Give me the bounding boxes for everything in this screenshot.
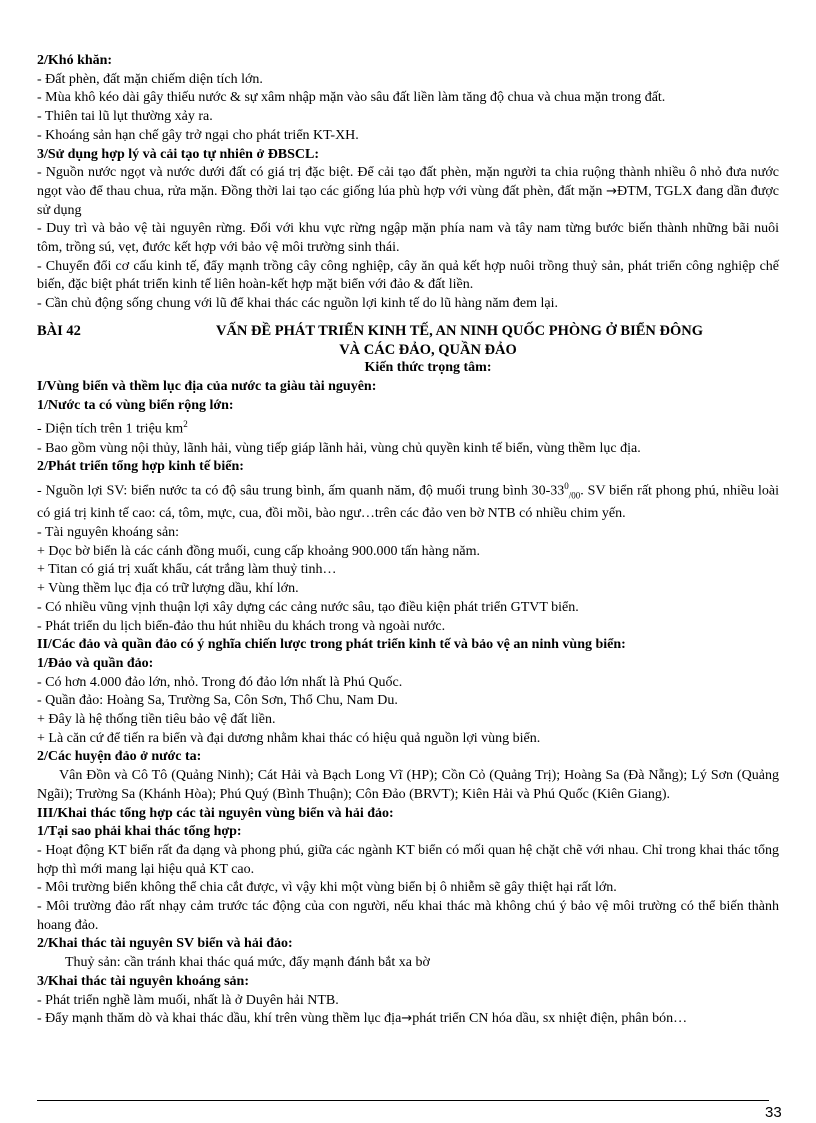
arrow-right-icon: → xyxy=(606,183,617,199)
area-item: - Diện tích trên 1 triệu $km^2$ xyxy=(37,419,188,438)
su-dung-item-4: - Cần chủ động sống chung với lũ để khai thác các nguồn lợi kinh tế do lũ hàng năm đem lại. xyxy=(37,296,559,312)
thuy-san-text: Thuỷ sản: cần tránh khai thác quá mức, đẩy mạnh đánh bắt xa bờ xyxy=(65,955,430,971)
section-2-heading: II/Các đảo và quần đảo có ý nghĩa chiến lược trong phát triển kinh tế và bảo vệ an ninh vùng biển: xyxy=(37,637,626,653)
section-1-item-6: - Phát triển du lịch biển-đảo thu hút nhiều du khách trong và ngoài nước. xyxy=(37,618,446,634)
document-page xyxy=(37,52,779,1029)
section-1-sub-1-item: - Bao gồm vùng nội thủy, lãnh hải, vùng tiếp giáp lãnh hải, vùng chủ quyền kinh tế biển, vùng thềm lục địa. xyxy=(37,440,641,456)
su-dung-item-3: - Chuyển đổi cơ cấu kinh tế, đẩy mạnh trồng cây công nghiệp, cây ăn quả kết hợp nuôi trồng thuỷ sản, phát triển công nghiệp chế biến, đặc biệt phát triển kinh tế liên hoàn-kết hợp mặt biển với đảo & đất liền. xyxy=(37,258,779,293)
lesson-title-line-2: VÀ CÁC ĐẢO, QUẦN ĐẢO xyxy=(339,341,517,358)
section-2-item-3: + Đây là hệ thống tiền tiêu bảo vệ đất liền. xyxy=(37,712,276,728)
kho-khan-item-2: - Mùa khô kéo dài gây thiếu nước & sự xâm nhập mặn vào sâu đất liền làm tăng độ chua và chua mặn trong đất. xyxy=(37,90,666,106)
su-dung-item-1: - Nguồn nước ngọt và nước dưới đất có giá trị đặc biệt. Để cải tạo đất phèn, mặn người ta chia ruộng thành nhiều ô nhỏ đưa nước ngọt vào để thau chua, rửa mặn. Đồng thời lai tạo các giống lúa phù hợp với vùng đất phèn, đất mặn →ĐTM, TGLX đang dần được sử dụng xyxy=(37,165,779,218)
footer-divider xyxy=(37,1100,769,1101)
lesson-number: BÀI 42 xyxy=(37,322,81,339)
su-dung-item-2: - Duy trì và bảo vệ tài nguyên rừng. Đối với khu vực rừng ngập mặn phía nam và tây nam từng bước biến thành những bãi nuôi tôm, trồng sú, vẹt, đước kết hợp với bảo vệ môi trường sinh thái. xyxy=(37,221,779,256)
section-3-heading: III/Khai thác tổng hợp các tài nguyên vùng biển và hải đảo: xyxy=(37,805,394,821)
section-3-item-3: - Môi trường đảo rất nhạy cảm trước tác động của con người, nếu khai thác mà không chú ý bảo vệ môi trường có thể biến thành hoang đảo. xyxy=(37,899,779,933)
kho-khan-item-3: - Thiên tai lũ lụt thường xảy ra. xyxy=(37,109,213,125)
section-1-item-2: + Dọc bờ biển là các cánh đồng muối, cung cấp khoảng 900.000 tấn hàng năm. xyxy=(37,543,480,559)
arrow-right-icon: → xyxy=(401,1011,413,1027)
section-2-sub-2: 2/Các huyện đảo ở nước ta: xyxy=(37,749,202,765)
section-1-sub-1: 1/Nước ta có vùng biển rộng lớn: xyxy=(37,397,234,413)
section-2-item-2: - Quần đảo: Hoàng Sa, Trường Sa, Côn Sơn, Thổ Chu, Nam Du. xyxy=(37,693,398,709)
section-2-item-4: + Là căn cứ để tiến ra biển và đại dương nhằm khai thác có hiệu quả nguồn lợi vùng biển. xyxy=(37,730,541,746)
section-3-sub-2: 2/Khai thác tài nguyên SV biển và hải đảo: xyxy=(37,936,293,952)
section-1-item-1: - Tài nguyên khoáng sản: xyxy=(37,524,180,540)
section-3-sub-3-item-1: - Phát triển nghề làm muối, nhất là ở Duyên hải NTB. xyxy=(37,992,339,1008)
lesson-title-line-1: VẤN ĐỀ PHÁT TRIỂN KINH TẾ, AN NINH QUỐC PHÒNG Ở BIỂN ĐÔNG xyxy=(215,322,704,339)
lesson-title xyxy=(37,322,779,341)
section-3-item-2: - Môi trường biển không thể chia cắt được, vì vậy khi một vùng biển bị ô nhiễm sẽ gây thiệt hại rất lớn. xyxy=(37,880,617,896)
huyen-dao-text: Vân Đồn và Cô Tô (Quảng Ninh); Cát Hải và Bạch Long Vĩ (HP); Cồn Cỏ (Quảng Trị); Hoàng Sa (Đà Nẵng); Lý Sơn (Quảng Ngãi); Trường Sa (Khánh Hòa); Phú Quý (Bình Thuận); Côn Đảo (BRVT); Kiên Hải và Phú Quốc (Kiên Giang). xyxy=(37,768,779,802)
kho-khan-item-4: - Khoáng sản hạn chế gây trở ngại cho phát triển KT-XH. xyxy=(37,127,359,143)
section-3-sub-3-item-2: - Đẩy mạnh thăm dò và khai thác dầu, khí trên vùng thềm lục địa→phát triển CN hóa dầu, sx nhiệt điện, phân bón… xyxy=(37,1011,688,1027)
section-1-heading: I/Vùng biển và thềm lục địa của nước ta giàu tài nguyên: xyxy=(37,378,377,394)
kho-khan-item-1: - Đất phèn, đất mặn chiếm diện tích lớn. xyxy=(37,71,263,87)
section-1-item-3: + Titan có giá trị xuất khẩu, cát trắng làm thuỷ tinh… xyxy=(37,562,337,578)
section-1-item-4: + Vùng thềm lục địa có trữ lượng dầu, khí lớn. xyxy=(37,581,299,597)
section-1-sub-2: 2/Phát triển tổng hợp kinh tế biển: xyxy=(37,459,244,475)
page-number: 33 xyxy=(765,1104,782,1121)
section-3-item-1: - Hoạt động KT biển rất đa dạng và phong phú, giữa các ngành KT biển có mối quan hệ chặt chẽ với nhau. Chỉ trong khai thác tổng hợp thì mới mang lại hiệu quả KT cao. xyxy=(37,842,779,877)
section-2-sub-1: 1/Đảo và quần đảo: xyxy=(37,655,154,671)
sinh-vat-item: - Nguồn lợi SV: biển nước ta có độ sâu trung bình, ấm quanh năm, độ muối trung bình $30-33^0_{/00}$. SV biển rất phong phú, nhiều loài có giá trị kinh tế cao: cá, tôm, mực, cua, đồi mồi, bào ngư…trên các đảo ven bờ NTB có nhiều chim yến. xyxy=(37,481,779,522)
kho-khan-heading: 2/Khó khăn: xyxy=(37,53,113,68)
section-1-item-5: - Có nhiều vũng vịnh thuận lợi xây dựng các cảng nước sâu, tạo điều kiện phát triển GTVT biển. xyxy=(37,599,579,615)
section-3-sub-1: 1/Tại sao phải khai thác tổng hợp: xyxy=(37,824,242,840)
su-dung-heading: 3/Sử dụng hợp lý và cải tạo tự nhiên ở ĐBSCL: xyxy=(37,146,320,162)
section-3-sub-3: 3/Khai thác tài nguyên khoáng sản: xyxy=(37,973,249,989)
section-2-item-1: - Có hơn 4.000 đảo lớn, nhỏ. Trong đó đảo lớn nhất là Phú Quốc. xyxy=(37,674,403,690)
lesson-subtitle: Kiến thức trọng tâm: xyxy=(364,360,492,376)
